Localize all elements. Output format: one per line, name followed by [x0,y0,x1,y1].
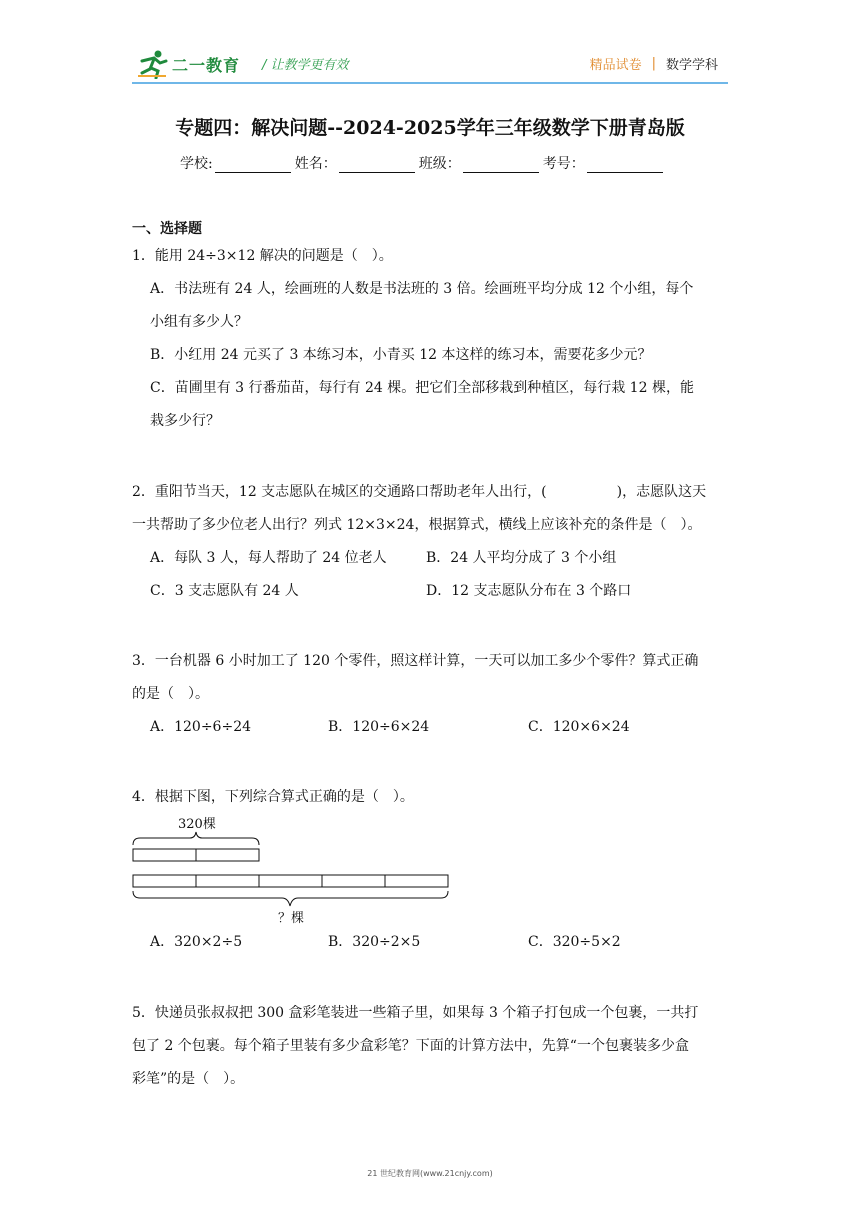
question-2 [132,476,728,608]
bottom-segment [259,875,322,887]
exam-no-field[interactable] [587,158,663,173]
options-row-2 [150,575,728,608]
bottom-brace [133,891,448,906]
bottom-segment [322,875,385,887]
page-footer: 21 世纪教育网(www.21cnjy.com) [367,1169,493,1178]
option-a[interactable]: A．120÷6÷24 [150,719,252,735]
exam-no-label: 考号： [542,156,585,172]
name-field[interactable] [339,158,415,173]
class-label: 班级： [418,156,461,172]
option-c[interactable]: C．苗圃里有 3 行番茄苗，每行有 24 棵。把它们全部移栽到种植区，每行栽 12 棵，能 [150,380,694,396]
options-row [150,711,728,744]
question-stem: 2．重阳节当天，12 支志愿队在城区的交通路口帮助老年人出行，( )，志愿队这天 [132,484,707,500]
top-brace [133,832,259,845]
quality-label: 精品试卷 [589,58,642,73]
question-4 [132,781,728,814]
bottom-segment [385,875,448,887]
question-stem-continued: 的是（ ）。 [132,686,209,702]
runner-logo-icon [136,49,170,79]
top-segment [133,849,196,861]
student-info [180,153,667,173]
subject-label: 数学学科 [665,58,718,73]
page-header [132,44,728,84]
options-row-1 [150,542,728,575]
option-a[interactable]: A．书法班有 24 人，绘画班的人数是书法班的 3 倍。绘画班平均分成 12 个小组，每个 [150,281,694,297]
question-stem: 1．能用 24÷3×12 解决的问题是（ ）。 [132,248,393,264]
school-label: 学校: [180,156,213,172]
question-stem: 5．快递员张叔叔把 300 盒彩笔装进一些箱子里，如果每 3 个箱子打包成一个包裹，一共打 [132,1005,699,1021]
segment-diagram [132,815,462,930]
question-stem-continued: 包了 2 个包裹。每个箱子里装有多少盒彩笔？下面的计算方法中，先算“一个包裹装多少盒 [132,1038,689,1054]
question-stem: 3．一台机器 6 小时加工了 120 个零件，照这样计算，一天可以加工多少个零件？算式正确 [132,653,699,669]
header-right [590,54,718,73]
class-field[interactable] [463,158,539,173]
question-1 [132,240,728,438]
option-c[interactable]: C．3 支志愿队有 24 人 [150,583,299,599]
section-heading: 一、选择题 [132,221,202,237]
option-a[interactable]: A．每队 3 人，每人帮助了 24 位老人 [150,550,387,566]
header-separator: | [651,56,656,71]
logo-text: 二一教育 [172,55,241,75]
name-label: 姓名： [294,156,337,172]
option-d[interactable]: D．12 支志愿队分布在 3 个路口 [426,583,632,599]
page-title: 专题四：解决问题--2024-2025学年三年级数学下册青岛版 [175,117,685,139]
header-rule [132,82,728,84]
question-4-options [132,926,728,959]
option-a[interactable]: A．320×2÷5 [150,934,243,950]
option-b[interactable]: B．320÷2×5 [328,934,421,950]
options-row [150,926,728,959]
bottom-segment [133,875,196,887]
bottom-total-label: ？棵 [278,911,305,926]
question-stem-continued: 彩笔”的是（ ）。 [132,1071,245,1087]
option-c[interactable]: C．320÷5×2 [528,934,621,950]
bottom-segment [196,875,259,887]
question-3 [132,645,728,744]
question-stem-continued: 一共帮助了多少位老人出行？列式 12×3×24，根据算式，横线上应该补充的条件是（ ）。 [132,517,702,533]
option-b[interactable]: B．24 人平均分成了 3 个小组 [426,550,617,566]
school-field[interactable] [215,158,291,173]
slogan: / 让教学更有效 [262,58,349,73]
question-stem: 4．根据下图，下列综合算式正确的是（ ）。 [132,789,414,805]
option-c-continued: 栽多少行？ [150,413,220,429]
brand-logo [136,48,240,80]
option-b[interactable]: B．小红用 24 元买了 3 本练习本，小青买 12 本这样的练习本，需要花多少元？ [150,347,652,363]
option-b[interactable]: B．120÷6×24 [328,719,430,735]
option-a-continued: 小组有多少人？ [150,314,248,330]
option-c[interactable]: C．120×6×24 [528,719,630,735]
question-5 [132,997,728,1096]
top-segment [196,849,259,861]
top-total-label: 320棵 [178,817,216,832]
